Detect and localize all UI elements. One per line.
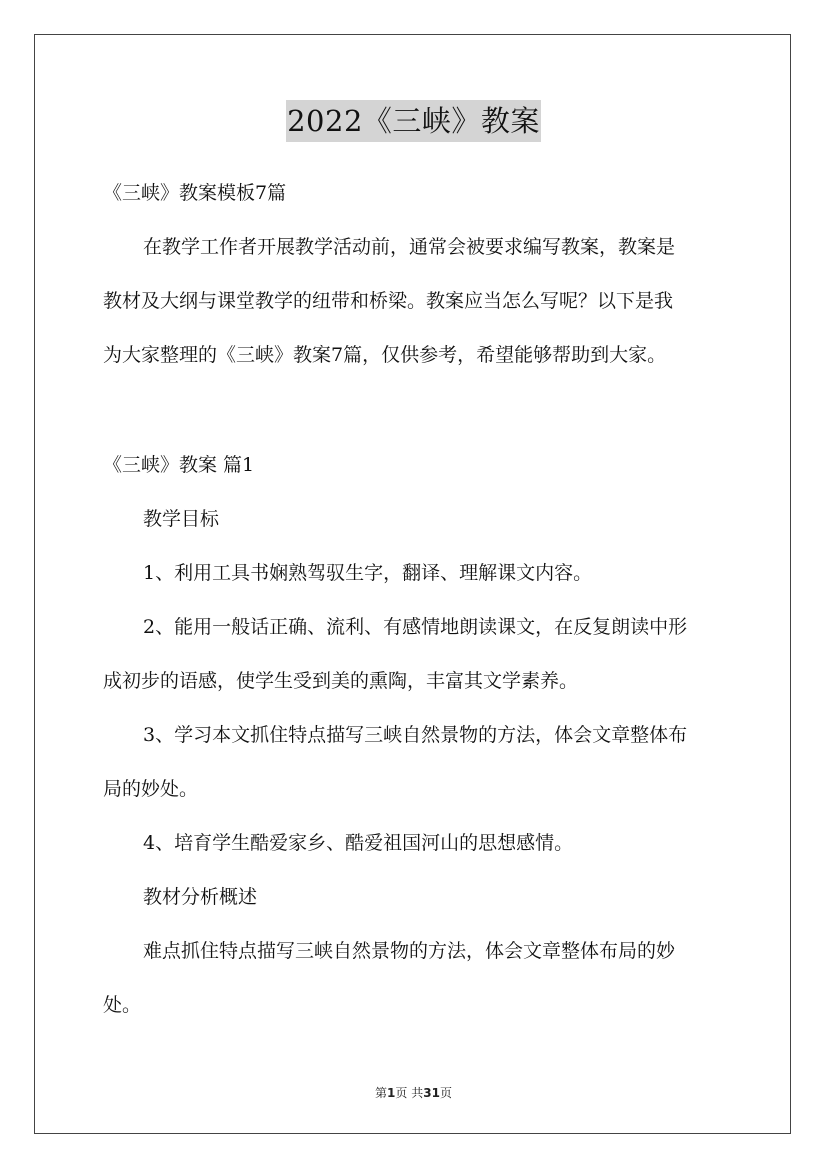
objective-line-1: 1、利用工具书娴熟驾驭生字，翻译、理解课文内容。 bbox=[143, 562, 593, 584]
objective-line-4: 3、学习本文抓住特点描写三峡自然景物的方法，体会文章整体布 bbox=[143, 724, 688, 746]
title-container bbox=[0, 100, 827, 142]
page-footer bbox=[0, 1084, 827, 1101]
intro-line-2: 教材及大纲与课堂教学的纽带和桥梁。教案应当怎么写呢？以下是我 bbox=[103, 290, 674, 312]
footer-page-number: 1 bbox=[387, 1086, 396, 1100]
objective-line-2: 2、能用一般话正确、流利、有感情地朗读课文，在反复朗读中形 bbox=[143, 616, 688, 638]
document-title: 2022《三峡》教案 bbox=[286, 100, 541, 142]
footer-page-total: 31 bbox=[423, 1086, 440, 1100]
analysis-heading: 教材分析概述 bbox=[143, 886, 258, 908]
objective-line-3: 成初步的语感，使学生受到美的熏陶，丰富其文学素养。 bbox=[103, 670, 579, 692]
objective-line-5: 局的妙处。 bbox=[103, 778, 199, 800]
footer-prefix: 第 bbox=[375, 1086, 388, 1100]
objectives-heading: 教学目标 bbox=[143, 508, 220, 530]
intro-line-1: 在教学工作者开展教学活动前，通常会被要求编写教案，教案是 bbox=[143, 236, 676, 258]
section-heading: 《三峡》教案 篇1 bbox=[103, 454, 255, 476]
analysis-line-2: 处。 bbox=[103, 994, 142, 1016]
footer-mid: 页 共 bbox=[395, 1086, 424, 1100]
analysis-line-1: 难点抓住特点描写三峡自然景物的方法，体会文章整体布局的妙 bbox=[143, 940, 676, 962]
intro-line-3: 为大家整理的《三峡》教案7篇，仅供参考，希望能够帮助到大家。 bbox=[103, 344, 667, 366]
subtitle: 《三峡》教案模板7篇 bbox=[103, 182, 287, 204]
objective-line-6: 4、培育学生酷爱家乡、酷爱祖国河山的思想感情。 bbox=[143, 832, 574, 854]
footer-suffix: 页 bbox=[439, 1086, 452, 1100]
